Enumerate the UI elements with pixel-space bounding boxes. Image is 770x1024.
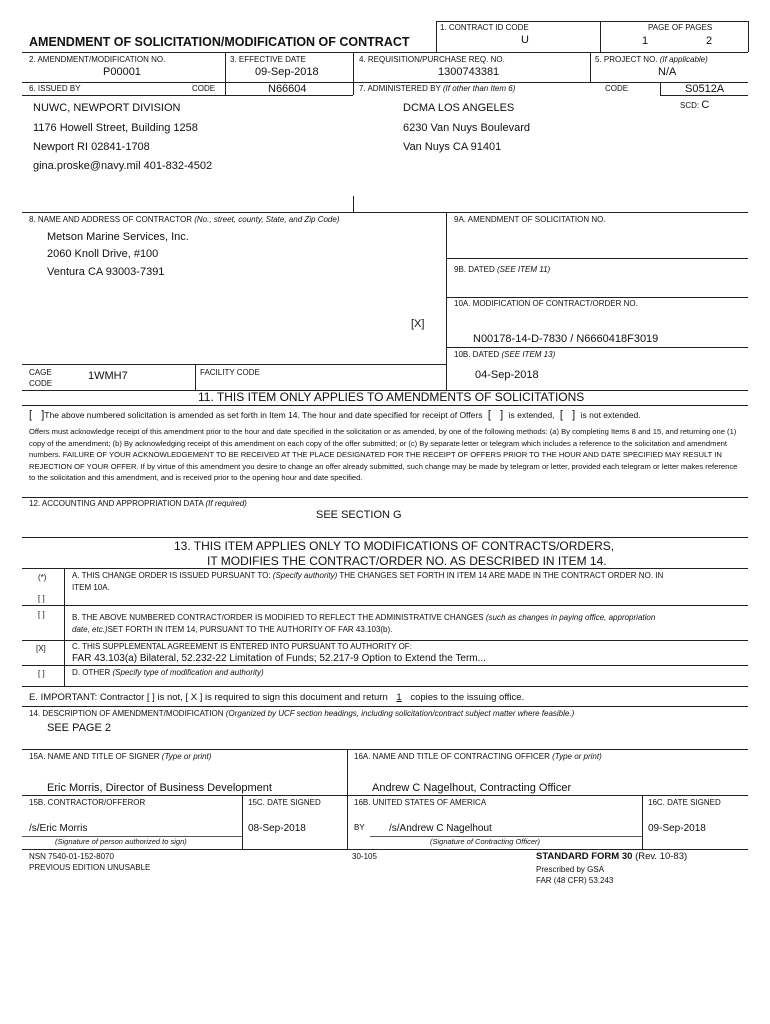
solicitation-dated-label — [454, 265, 550, 274]
date-16c-label: 16C. DATE SIGNED — [648, 798, 721, 807]
issued-code-value: N66604 — [268, 83, 307, 95]
cage-label-2: CODE — [29, 379, 53, 388]
item-d-mark: [ ] — [38, 669, 45, 678]
standard-form-rev: (Rev. 10-83) — [635, 851, 688, 862]
item-a-note: (Specify authority) — [272, 571, 338, 580]
item-a-line-2: ITEM 10A. — [72, 583, 110, 592]
contract-id-value: U — [521, 34, 529, 46]
solicitation-dated-label-text: 9B. DATED — [454, 265, 495, 274]
item-b-text: B. THE ABOVE NUMBERED CONTRACT/ORDER IS MODIFIED TO REFLECT THE ADMINISTRATIVE CHANGES — [72, 613, 484, 622]
scd-label-text: SCD: — [680, 101, 700, 110]
officer-date-signed: 09-Sep-2018 — [648, 823, 706, 834]
project-no-value: N/A — [658, 66, 677, 78]
item-b-text-2: SET FORTH IN ITEM 14, PURSUANT TO THE AUTHORITY OF FAR 43.103(b). — [107, 625, 393, 634]
contractor-label-text: 8. NAME AND ADDRESS OF CONTRACTOR — [29, 215, 192, 224]
important-text-3: is required to sign this document and return — [205, 692, 388, 703]
officer-signature: /s/Andrew C Nagelhout — [389, 823, 492, 834]
issuer-line-2: 1176 Howell Street, Building 1258 — [33, 122, 198, 134]
contractor-line-3: Ventura CA 93003-7391 — [47, 266, 165, 278]
item-blank-mark: [ ] — [38, 594, 45, 603]
page-current: 1 — [642, 35, 649, 47]
accounting-label-note: (If required) — [205, 499, 247, 508]
item-d-line-1 — [72, 668, 264, 677]
item-d-text: D. OTHER — [72, 668, 111, 677]
important-box-2: [ X ] — [185, 692, 203, 703]
admin-code-label: CODE — [605, 84, 629, 93]
project-no-label-note: (If applicable) — [659, 55, 708, 64]
item-a-text-2: THE CHANGES SET FORTH IN ITEM 14 ARE MADE IN THE CONTRACT ORDER NO. IN — [339, 571, 664, 580]
item-c-line-2: FAR 43.103(a) Bilateral, 52.232-22 Limitation of Funds; 52.217-9 Option to Extend the Term... — [72, 653, 486, 664]
section-11-line-1 — [29, 409, 641, 422]
section-11-paragraph: Offers must acknowledge receipt of this amendment prior to the hour and date specified in the solicitation or as amended, by one of the following methods: (a) By completing Items 8 and 15, and returning one (1) copy of the amendment; (b) By acknowledging receipt of this amendment on each copy of the offer submitted; or (c) By separate letter or telegram which includes a reference to the solicitation and amendment numbers. FAILURE OF YOUR ACKNOWLEDGEMENT TO BE RECEIVED AT THE PLACE DESIGNATED FOR THE RECEIPT OF OFFERS PRIOR TO THE HOUR AND DATE SPECIFIED MAY RESULT IN REJECTION OF YOUR OFFER. If by virtue of this amendment you desire to change an offer already submitted, such change may be made by telegram or letter, provided each telegram or letter makes reference to the solicitation and this amendment, and is received prior to the opening hour and date specified. — [29, 427, 738, 482]
item-d-note: (Specify type of modification and authority) — [112, 668, 264, 677]
item-c-line-1: C. THIS SUPPLEMENTAL AGREEMENT IS ENTERED INTO PURSUANT TO AUTHORITY OF: — [72, 642, 412, 651]
important-box-1: [ ] — [146, 692, 155, 703]
officer-16a-value: Andrew C Nagelhout, Contracting Officer — [372, 782, 572, 794]
cage-value: 1WMH7 — [88, 370, 128, 382]
item-a-mark: (*) — [38, 573, 47, 582]
item-a-text: A. THIS CHANGE ORDER IS ISSUED PURSUANT TO: — [72, 571, 271, 580]
modification-dated-label-text: 10B. DATED — [454, 350, 500, 359]
modification-no-value: N00178-14-D-7830 / N6660418F3019 — [473, 333, 659, 345]
amendment-solicitation-label: 9A. AMENDMENT OF SOLICITATION NO. — [454, 215, 606, 224]
contractor-label-note: (No., street, county, State, and Zip Code) — [194, 215, 340, 224]
signer-15a-label-text: 15A. NAME AND TITLE OF SIGNER — [29, 752, 160, 761]
important-line — [29, 693, 524, 704]
administered-by-label-text: 7. ADMINISTERED BY — [359, 84, 441, 93]
section-11-title: 11. THIS ITEM ONLY APPLIES TO AMENDMENTS OF SOLICITATIONS — [198, 390, 585, 404]
item-b-note-2: date, etc.) — [72, 625, 108, 634]
description-label — [29, 709, 574, 718]
effective-date-label: 3. EFFECTIVE DATE — [230, 55, 306, 64]
officer-16a-label — [354, 752, 602, 761]
accounting-label-text: 12. ACCOUNTING AND APPROPRIATION DATA — [29, 499, 204, 508]
project-no-label — [595, 55, 708, 64]
usa-16b-label: 16B. UNITED STATES OF AMERICA — [354, 798, 487, 807]
issuer-line-3: Newport RI 02841-1708 — [33, 141, 150, 153]
by-label: BY — [354, 823, 365, 832]
amendment-no-label: 2. AMENDMENT/MODIFICATION NO. — [29, 55, 166, 64]
item-b-note: (such as changes in paying office, appropriation — [485, 613, 656, 622]
page-total: 2 — [706, 35, 713, 47]
contractor-15b-label: 15B. CONTRACTOR/OFFEROR — [29, 798, 146, 807]
form-title: AMENDMENT OF SOLICITATION/MODIFICATION OF CONTRACT — [29, 35, 410, 49]
nsn-number: NSN 7540-01-152-8070 — [29, 852, 114, 861]
officer-16a-label-text: 16A. NAME AND TITLE OF CONTRACTING OFFICER — [354, 752, 550, 761]
description-label-note: (Organized by UCF section headings, including solicitation/contract subject matter where feasible.) — [225, 709, 575, 718]
prescribed-by: Prescribed by GSA — [536, 865, 605, 874]
issuer-line-1: NUWC, NEWPORT DIVISION — [33, 102, 181, 114]
item-a-line-1 — [72, 571, 663, 580]
issuer-line-4: gina.proske@navy.mil 401-832-4502 — [33, 160, 213, 172]
effective-date-value: 09-Sep-2018 — [255, 66, 319, 78]
contractor-line-2: 2060 Knoll Drive, #100 — [47, 248, 159, 260]
contractor-line-1: Metson Marine Services, Inc. — [47, 231, 189, 243]
administered-by-label-note: (If other than Item 6) — [442, 84, 516, 93]
admin-line-3: Van Nuys CA 91401 — [403, 141, 502, 153]
admin-line-2: 6230 Van Nuys Boulevard — [403, 122, 530, 134]
requisition-value: 1300743381 — [438, 66, 500, 78]
issued-code-label: CODE — [192, 84, 216, 93]
standard-form-title — [536, 852, 687, 863]
far-reference: FAR (48 CFR) 53.243 — [536, 876, 614, 885]
contractor-signature-caption: (Signature of person authorized to sign) — [55, 837, 187, 846]
item-c-mark: [X] — [36, 644, 46, 653]
admin-code-value: S0512A — [685, 83, 725, 95]
section-11-open-bracket: [ ] — [29, 409, 45, 421]
signer-15a-label-note: (Type or print) — [161, 752, 212, 761]
contractor-label — [29, 215, 340, 224]
section-11-text-3: is not extended. — [580, 410, 641, 420]
modification-dated-value: 04-Sep-2018 — [475, 369, 539, 381]
scd-label — [680, 99, 709, 112]
cage-label-1: CAGE — [29, 368, 52, 377]
section-13-title-1: 13. THIS ITEM APPLIES ONLY TO MODIFICATIONS OF CONTRACTS/ORDERS, — [174, 539, 615, 553]
section-13-title-2: IT MODIFIES THE CONTRACT/ORDER NO. AS DESCRIBED IN ITEM 14. — [207, 554, 607, 568]
section-11-text-2: is extended, — [508, 410, 555, 420]
section-11-text-1: The above numbered solicitation is amended as set forth in Item 14. The hour and date specified for receipt of Offers — [44, 410, 483, 420]
accounting-label — [29, 499, 247, 508]
page-of-pages-label: PAGE OF PAGES — [648, 23, 713, 32]
solicitation-dated-label-note: (SEE ITEM 11) — [496, 265, 551, 274]
date-15c-label: 15C. DATE SIGNED — [248, 798, 321, 807]
previous-edition-note: PREVIOUS EDITION UNUSABLE — [29, 863, 151, 872]
signer-15a-label — [29, 752, 211, 761]
issued-by-label: 6. ISSUED BY — [29, 84, 81, 93]
item-b-line-2 — [72, 625, 392, 634]
section-11-bracket-3: [ ] — [556, 409, 579, 421]
description-label-text: 14. DESCRIPTION OF AMENDMENT/MODIFICATION — [29, 709, 224, 718]
form-code: 30-105 — [352, 852, 377, 861]
facility-code-label: FACILITY CODE — [200, 368, 260, 377]
contract-id-label: 1. CONTRACT ID CODE — [440, 23, 529, 32]
amendment-no-value: P00001 — [103, 66, 141, 78]
officer-signature-caption: (Signature of Contracting Officer) — [430, 837, 541, 846]
important-copies: 1 — [396, 692, 402, 703]
modification-dated-label-note: (SEE ITEM 13) — [501, 350, 556, 359]
contractor-date-signed: 08-Sep-2018 — [248, 823, 306, 834]
important-text-1: E. IMPORTANT: Contractor — [29, 692, 145, 703]
modification-dated-label — [454, 350, 555, 359]
accounting-value: SEE SECTION G — [316, 509, 402, 521]
important-text-2: is not, — [157, 692, 183, 703]
requisition-label: 4. REQUISITION/PURCHASE REQ. NO. — [359, 55, 505, 64]
description-value: SEE PAGE 2 — [47, 722, 111, 734]
contractor-signature: /s/Eric Morris — [29, 823, 88, 834]
important-text-4: copies to the issuing office. — [410, 692, 525, 703]
modification-checkbox: [X] — [411, 318, 425, 330]
section-11-bracket-2: [ ] — [484, 409, 507, 421]
administered-by-label — [359, 84, 515, 93]
admin-line-1: DCMA LOS ANGELES — [403, 102, 515, 114]
item-b-mark: [ ] — [38, 610, 45, 619]
item-b-line-1 — [72, 613, 655, 622]
modification-no-label: 10A. MODIFICATION OF CONTRACT/ORDER NO. — [454, 299, 638, 308]
standard-form-bold: STANDARD FORM 30 — [536, 851, 633, 862]
signer-15a-value: Eric Morris, Director of Business Development — [47, 782, 272, 794]
project-no-label-text: 5. PROJECT NO. — [595, 55, 658, 64]
officer-16a-label-note: (Type or print) — [552, 752, 602, 761]
scd-value: C — [701, 99, 710, 111]
